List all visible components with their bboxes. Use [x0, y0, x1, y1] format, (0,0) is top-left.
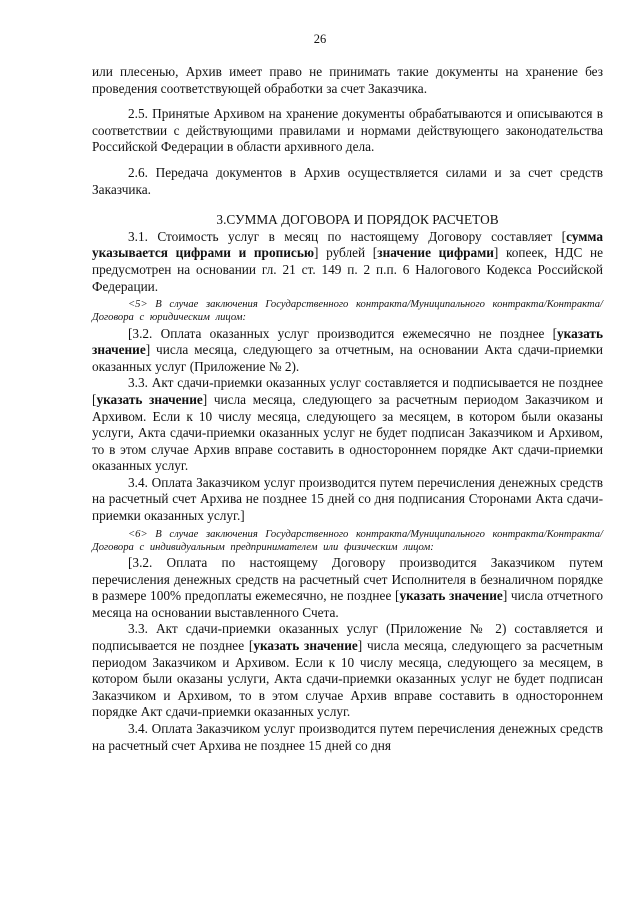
text-run: ] числа месяца, следующего за расчетным периодом Заказчиком и Архивом. Если к 10 числу месяца, следующего за месяцем, в котором были оказаны услуги, Акта сдачи-приемки оказанных услуг не будет подписан Заказчиком и Архивом, то в этом случае Архив вправе составить в одностороннем порядке Акт сдачи-приемки оказанных услуг. [92, 391, 603, 474]
paragraph-3-4-variant-2: 3.4. Оплата Заказчиком услуг производится путем перечисления денежных средств на расчетный счет Архива не позднее 15 дней со дня [92, 721, 603, 753]
paragraph-continuation: или плесенью, Архив имеет право не принимать такие документы на хранение без проведения соответствующей обработки за счет Заказчика. [92, 64, 603, 96]
text-run: 3.3. Акт сдачи-приемки оказанных услуг (Приложение № 2) составляется и подписывается не позднее [ [92, 621, 603, 654]
text-run: ] числа месяца, следующего за отчетным, на основании Акта сдачи-приемки оказанных услуг (Приложение № 2). [92, 342, 603, 374]
text-run: [3.2. Оплата оказанных услуг производится ежемесячно не позднее [ [128, 325, 558, 341]
paragraph-3-4-variant-1: 3.4. Оплата Заказчиком услуг производится путем перечисления денежных средств на расчетный счет Архива не позднее 15 дней со дня подписания Сторонами Акта сдачи-приемки оказанных услуг.] [92, 474, 603, 524]
placeholder-bold: значение цифрами [377, 245, 494, 261]
note-5: <5> В случае заключения Государственного контракта/Муниципального контракта/Контракта/Договора с юридическим лицом: [92, 299, 603, 324]
page-number: 26 [313, 32, 327, 46]
paragraph-3-2-variant-2 [92, 555, 603, 621]
paragraph-3-3-variant-2 [92, 621, 603, 721]
paragraph-3-3-variant-1 [92, 375, 603, 475]
note-6: <6> В случае заключения Государственного контракта/Муниципального контракта/Контракта/Договора с индивидуальным предпринимателем или физическим лицом: [92, 528, 603, 553]
text-run: ] копеек, НДС не предусмотрен на основании гл. 21 ст. 149 п. 2 п.п. 6 Налогового Кодекса Российской Федерации. [92, 245, 603, 294]
placeholder-bold: сумма указывается цифрами и прописью [92, 228, 603, 261]
section-heading: 3.СУММА ДОГОВОРА И ПОРЯДОК РАСЧЕТОВ [216, 212, 499, 228]
text-run: ] рублей [ [314, 245, 378, 261]
text-run: ] числа месяца, следующего за расчетным периодом Заказчиком и Архивом. Если к 10 числу месяца, следующего за месяцем, в котором были оказаны услуги, Акта сдачи-приемки оказанных услуг не будет подписан Заказчиком и Архивом, то в этом случае Архив вправе составить в одностороннем порядке Акт сдачи-приемки оказанных услуг. [92, 638, 604, 720]
text-run: ] числа отчетного месяца на основании выставленного Счета. [92, 588, 603, 620]
paragraph-2-5: 2.5. Принятые Архивом на хранение документы обрабатываются и описываются в соответствии с действующими правилами и нормами действующего законодательства Российской Федерации в области архивного дела. [92, 106, 603, 155]
text-run: 3.3. Акт сдачи-приемки оказанных услуг составляется и подписывается не позднее [ [92, 375, 603, 407]
text-run: [3.2. Оплата по настоящему Договору производится Заказчиком путем перечисления денежных средств на расчетный счет Исполнителя в безналичном порядке в размере 100% предоплаты ежемесячно, не позднее [ [92, 555, 603, 604]
placeholder-bold: указать значение [399, 588, 503, 604]
paragraph-3-2-variant-1 [92, 326, 603, 376]
placeholder-bold: указать значение [96, 391, 203, 407]
placeholder-bold: указать значение [253, 638, 358, 654]
text-run: 3.1. Стоимость услуг в месяц по настоящему Договору составляет [ [128, 228, 567, 244]
paragraph-3-1 [92, 229, 603, 295]
document-body [92, 64, 603, 754]
paragraph-2-6: 2.6. Передача документов в Архив осуществляется силами и за счет средств Заказчика. [92, 164, 603, 197]
placeholder-bold: указать значение [92, 325, 603, 358]
